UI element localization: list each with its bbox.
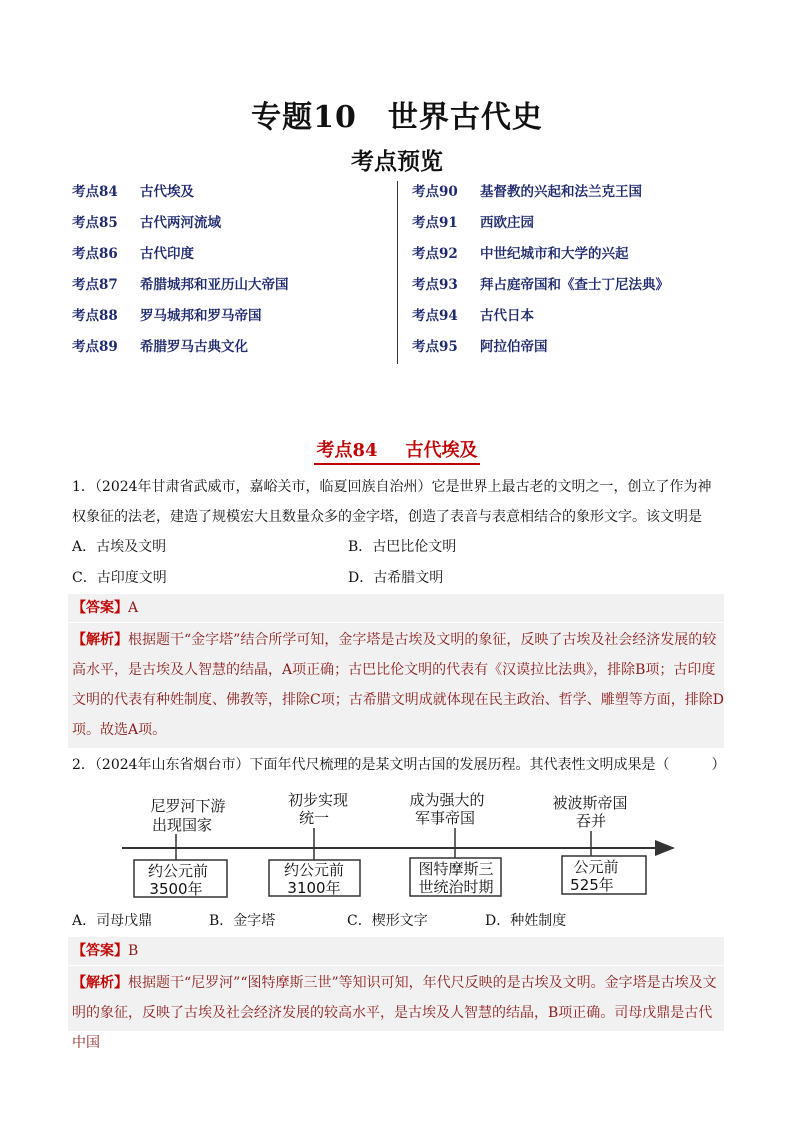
preview-heading: 考点预览 xyxy=(351,148,443,175)
question-1-stem: 1．（2024年甘肃省武威市，嘉峪关市，临夏回族自治州）它是世界上最古老的文明之一，创立了作为神权象征的法老，建造了规模宏大且数量众多的金字塔，创造了表音与表意相结合的象形文字。该文明是 xyxy=(72,479,712,525)
timeline-date: 525年 xyxy=(570,876,614,894)
timeline-date: 世统治时期 xyxy=(418,878,494,896)
timeline-event-label: 军事帝国 xyxy=(414,809,476,827)
q2-answer-bg xyxy=(68,937,724,965)
toc-code: 考点88 xyxy=(72,308,118,324)
analysis-text: 根据题干“尼罗河”“图特摩斯三世”等知识可知，年代尺反映的是古埃及文明。金字塔是古埃及文明的象征，反映了古埃及社会经济发展的较高水平，是古埃及人智慧的结晶，B项正确。司母戊鼎是古代中国 xyxy=(72,975,717,1051)
analysis-text: 根据题干“金字塔”结合所学可知，金字塔是古埃及文明的象征，反映了古埃及社会经济发展的较高水平，是古埃及人智慧的结晶，A项正确；古巴比伦文明的代表有《汉谟拉比法典》，排除B项；古印度文明的代表有种姓制度、佛教等，排除C项；古希腊文明成就体现在民主政治、哲学、雕塑等方面，排除D项。故选A项。 xyxy=(72,632,724,738)
q2-analysis xyxy=(72,968,724,1051)
timeline-date: 约公元前 xyxy=(283,861,345,879)
toc-label: 古代两河流域 xyxy=(140,215,221,231)
timeline-event-label: 吞并 xyxy=(575,812,607,830)
analysis-label: 【解析】 xyxy=(72,632,128,648)
timeline-date: 约公元前 xyxy=(147,862,209,880)
answer-label: 【答案】 xyxy=(72,943,128,959)
toc-code: 考点92 xyxy=(412,246,458,262)
toc-label: 基督教的兴起和法兰克王国 xyxy=(480,184,642,200)
toc-label: 希腊罗马古典文化 xyxy=(140,339,248,355)
q2-option-d[interactable]: D．种姓制度 xyxy=(485,913,567,929)
section-name: 古代埃及 xyxy=(405,440,478,461)
toc-code: 考点90 xyxy=(412,184,458,200)
q1-option-d[interactable]: D．古希腊文明 xyxy=(348,570,444,586)
question-2-stem: 2．（2024年山东省烟台市）下面年代尺梳理的是某文明古国的发展历程。其代表性文明成果是（ ） xyxy=(72,757,726,773)
timeline-event-label: 统一 xyxy=(298,809,330,827)
toc-code: 考点84 xyxy=(72,184,118,200)
toc-label: 古代日本 xyxy=(480,308,534,324)
timeline-date: 3100年 xyxy=(287,879,341,897)
answer-value: B xyxy=(128,943,139,959)
timeline-event-label: 出现国家 xyxy=(151,816,213,834)
q1-option-b[interactable]: B．古巴比伦文明 xyxy=(348,539,457,555)
answer-label: 【答案】 xyxy=(72,600,128,616)
toc-code: 考点94 xyxy=(412,308,458,324)
toc-code: 考点87 xyxy=(72,277,118,293)
timeline-date: 图特摩斯三 xyxy=(418,860,494,878)
toc-code: 考点89 xyxy=(72,339,118,355)
q2-answer xyxy=(72,941,138,961)
toc-code: 考点86 xyxy=(72,246,118,262)
timeline-date: 3500年 xyxy=(149,880,203,898)
q2-option-b[interactable]: B．金字塔 xyxy=(209,913,276,929)
timeline-event-label: 尼罗河下游 xyxy=(150,797,226,815)
q2-option-c[interactable]: C．楔形文字 xyxy=(347,913,428,929)
toc-label: 西欧庄园 xyxy=(480,215,534,231)
analysis-label: 【解析】 xyxy=(72,975,128,991)
toc-label: 希腊城邦和亚历山大帝国 xyxy=(140,277,289,293)
toc-label: 中世纪城市和大学的兴起 xyxy=(480,246,629,262)
toc-label: 阿拉伯帝国 xyxy=(480,339,548,355)
toc-label: 罗马城邦和罗马帝国 xyxy=(140,308,262,324)
section-code: 考点84 xyxy=(316,440,378,461)
q1-option-a[interactable]: A．古埃及文明 xyxy=(72,539,167,555)
toc-label: 古代埃及 xyxy=(140,184,194,200)
timeline-event-label: 被波斯帝国 xyxy=(552,794,628,812)
toc-label: 拜占庭帝国和《查士丁尼法典》 xyxy=(480,277,669,293)
timeline-event-label: 初步实现 xyxy=(287,791,349,809)
toc-code: 考点85 xyxy=(72,215,118,231)
toc-code: 考点95 xyxy=(412,339,458,355)
q2-option-a[interactable]: A．司母戊鼎 xyxy=(72,913,153,929)
page-title: 专题10 世界古代史 xyxy=(251,100,543,135)
q1-option-c[interactable]: C．古印度文明 xyxy=(72,570,167,586)
answer-value: A xyxy=(128,600,139,616)
timeline-event-label: 成为强大的 xyxy=(409,791,485,809)
timeline-date: 公元前 xyxy=(573,858,619,876)
toc-label: 古代印度 xyxy=(140,246,194,262)
toc-code: 考点93 xyxy=(412,277,458,293)
toc-code: 考点91 xyxy=(412,215,458,231)
